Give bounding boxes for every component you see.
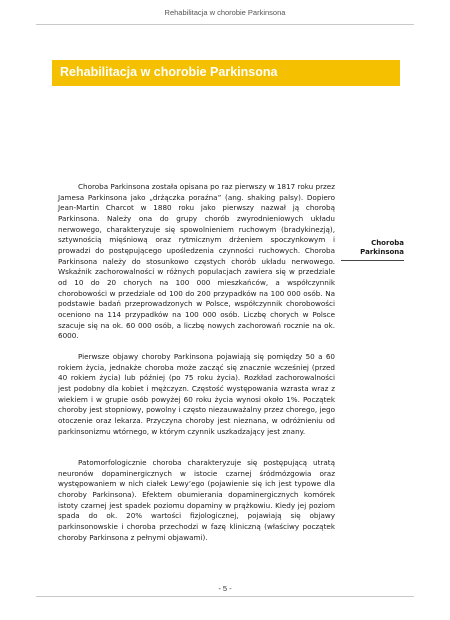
- paragraph: Choroba Parkinsona została opisana po raz pierwszy w 1817 roku przez Jamesa Parkinsona jako „drżączka poraźna” (ang. shaking palsy). Dopiero Jean-Martin Charcot w 1880 roku jako pierwszy nazwał ją chorobą Parkinsona. Należy ona do grupy chorób zwyrodnieniowych układu nerwowego, charakteryzuje się spowolnieniem ruchowym (bradykinezją), sztywnością mięśniową oraz rytmicznym drżeniem spoczynkowym i prowadzi do postępującego upośledzenia czynności ruchowych. Choroba Parkinsona należy do stosunkowo częstych chorób układu nerwowego. Wskaźnik zachorowalności w różnych populacjach zawiera się w przedziale od 10 do 20 chorych na 100 000 mieszkańców, a współczynnik chorobowości w przedziale od 100 do 200 przypadków na 100 000 osób. Na podstawie badań przeprowadzonych w Polsce, współczynnik chorobowości oceniono na 114 przypadków na 100 000 osób. Liczbę chorych w Polsce szacuje się na ok. 60 000 osób, a liczbę nowych zachorowań rocznie na ok. 6000.: [58, 182, 335, 341]
- paragraph: Pierwsze objawy choroby Parkinsona pojawiają się pomiędzy 50 a 60 rokiem życia, jednakże choroba może zacząć się znacznie wcześniej (przed 40 rokiem życia) lub później (po 75 roku życia). Rozkład zachorowalności jest podobny dla kobiet i mężczyzn. Częstość występowania wzrasta wraz z wiekiem i w grupie osób powyżej 60 roku życia wynosi około 1%. Początek choroby jest stopniowy, powolny i często niezauważalny przez chorego, jego otoczenie oraz lekarza. Przyczyna choroby jest nieznana, w odróżnieniu od parkinsonizmu wtórnego, w którym czynnik uszkadzający jest znany.: [58, 352, 335, 436]
- margin-keyword-underline: [341, 260, 404, 261]
- paragraph: Patomorfologicznie choroba charakteryzuje się postępującą utratą neuronów dopaminergicznych w istocie czarnej śródmózgowia oraz występowaniem w nich ciałek Lewy’ego (pojawienie się ich jest typowe dla choroby Parkinsona). Efektem obumierania dopaminergicznych komórek istoty czarnej jest spadek poziomu dopaminy w prążkowiu. Kiedy jej poziom spada do ok. 20% wartości fizjologicznej, pojawiają się objawy parkinsonowskie i choroba przechodzi w fazę kliniczną (właściwy początek choroby Parkinsona z pełnymi objawami).: [58, 458, 335, 542]
- chapter-title-bar: [52, 60, 400, 86]
- footer-divider: [36, 596, 414, 597]
- chapter-title: Rehabilitacja w chorobie Parkinsona: [60, 65, 278, 79]
- body-text: [58, 182, 335, 542]
- header-divider: [36, 24, 414, 25]
- running-header: Rehabilitacja w chorobie Parkinsona: [164, 8, 286, 17]
- page-number: - 5 -: [218, 584, 232, 593]
- margin-keyword: Choroba Parkinsona: [360, 239, 404, 256]
